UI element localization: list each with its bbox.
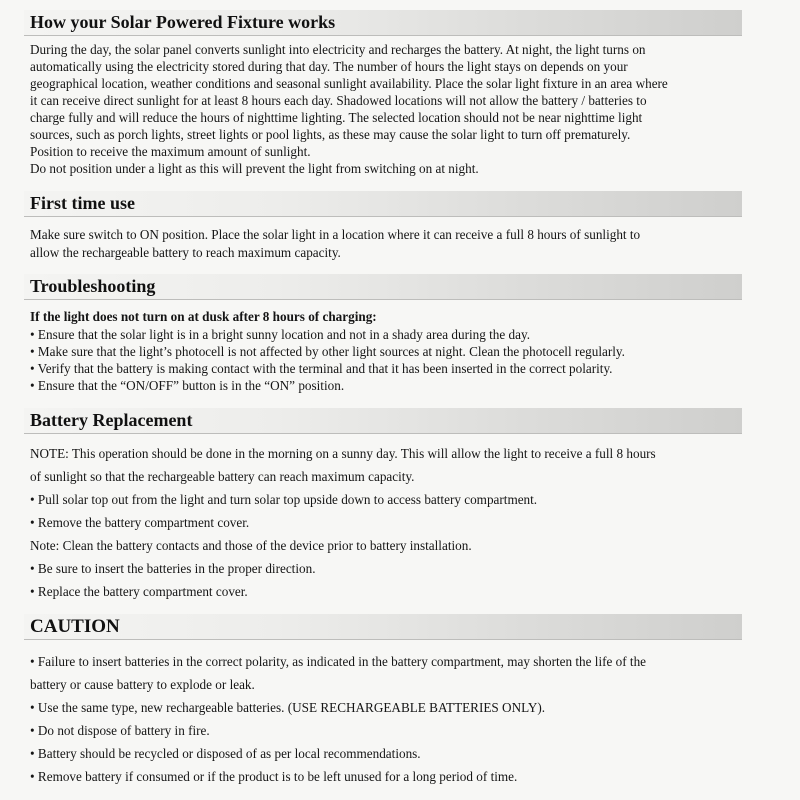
section-heading-caution: CAUTION <box>30 616 120 637</box>
caution-item: • Use the same type, new rechargeable batteries. (USE RECHARGEABLE BATTERIES ONLY). <box>30 700 546 715</box>
caution-item: • Do not dispose of battery in fire. <box>30 723 210 738</box>
section-heading-first-time-use: First time use <box>30 193 135 213</box>
heading-bar <box>24 614 742 640</box>
how-it-works-line: charge fully and will reduce the hours of nighttime lighting. The selected location should not be near nighttime light <box>30 110 643 125</box>
how-it-works-line: it can receive direct sunlight for at least 8 hours each day. Shadowed locations will not allow the battery / batteries to <box>30 93 647 108</box>
troubleshooting-item: • Ensure that the “ON/OFF” button is in the “ON” position. <box>30 378 345 393</box>
battery-replacement-line: Note: Clean the battery contacts and those of the device prior to battery installation. <box>30 538 472 553</box>
troubleshooting-item: • Verify that the battery is making contact with the terminal and that it has been inserted in the correct polarity. <box>30 361 613 376</box>
section-heading-how-it-works: How your Solar Powered Fixture works <box>30 12 336 32</box>
how-it-works-line: automatically using the electricity stored during that day. The number of hours the light stays on depends on your <box>30 59 628 74</box>
caution-item: • Failure to insert batteries in the correct polarity, as indicated in the battery compartment, may shorten the life of the <box>30 654 647 669</box>
troubleshooting-subheading: If the light does not turn on at dusk after 8 hours of charging: <box>30 309 377 324</box>
battery-replacement-line: • Be sure to insert the batteries in the proper direction. <box>30 561 316 576</box>
caution-item: • Battery should be recycled or disposed of as per local recommendations. <box>30 746 421 761</box>
how-it-works-line: sources, such as porch lights, street lights or pool lights, as these may cause the solar light to turn off prematurely. <box>30 127 631 142</box>
first-time-use-line: Make sure switch to ON position. Place the solar light in a location where it can receive a full 8 hours of sunlight to <box>30 227 641 242</box>
battery-replacement-line: • Pull solar top out from the light and turn solar top upside down to access battery compartment. <box>30 492 538 507</box>
battery-replacement-line: • Replace the battery compartment cover. <box>30 584 248 599</box>
how-it-works-line: Position to receive the maximum amount of sunlight. <box>30 144 311 159</box>
troubleshooting-item: • Ensure that the solar light is in a bright sunny location and not in a shady area during the day. <box>30 327 531 342</box>
first-time-use-line: allow the rechargeable battery to reach maximum capacity. <box>30 245 341 260</box>
caution-item: battery or cause battery to explode or leak. <box>30 677 255 692</box>
section-heading-battery-replacement: Battery Replacement <box>30 410 193 430</box>
section-heading-troubleshooting: Troubleshooting <box>30 276 156 296</box>
how-it-works-line: geographical location, weather conditions and seasonal sunlight availability. Place the solar light fixture in an area where <box>30 76 668 91</box>
battery-replacement-line: • Remove the battery compartment cover. <box>30 515 250 530</box>
battery-replacement-line: NOTE: This operation should be done in the morning on a sunny day. This will allow the light to receive a full 8 hours <box>30 446 656 461</box>
how-it-works-line: Do not position under a light as this will prevent the light from switching on at night. <box>30 161 479 176</box>
battery-replacement-line: of sunlight so that the rechargeable battery can reach maximum capacity. <box>30 469 415 484</box>
caution-item: • Remove battery if consumed or if the product is to be left unused for a long period of time. <box>30 769 518 784</box>
troubleshooting-item: • Make sure that the light’s photocell is not affected by other light sources at night. Clean the photocell regularly. <box>30 344 625 359</box>
how-it-works-line: During the day, the solar panel converts sunlight into electricity and recharges the battery. At night, the light turns on <box>30 42 646 57</box>
